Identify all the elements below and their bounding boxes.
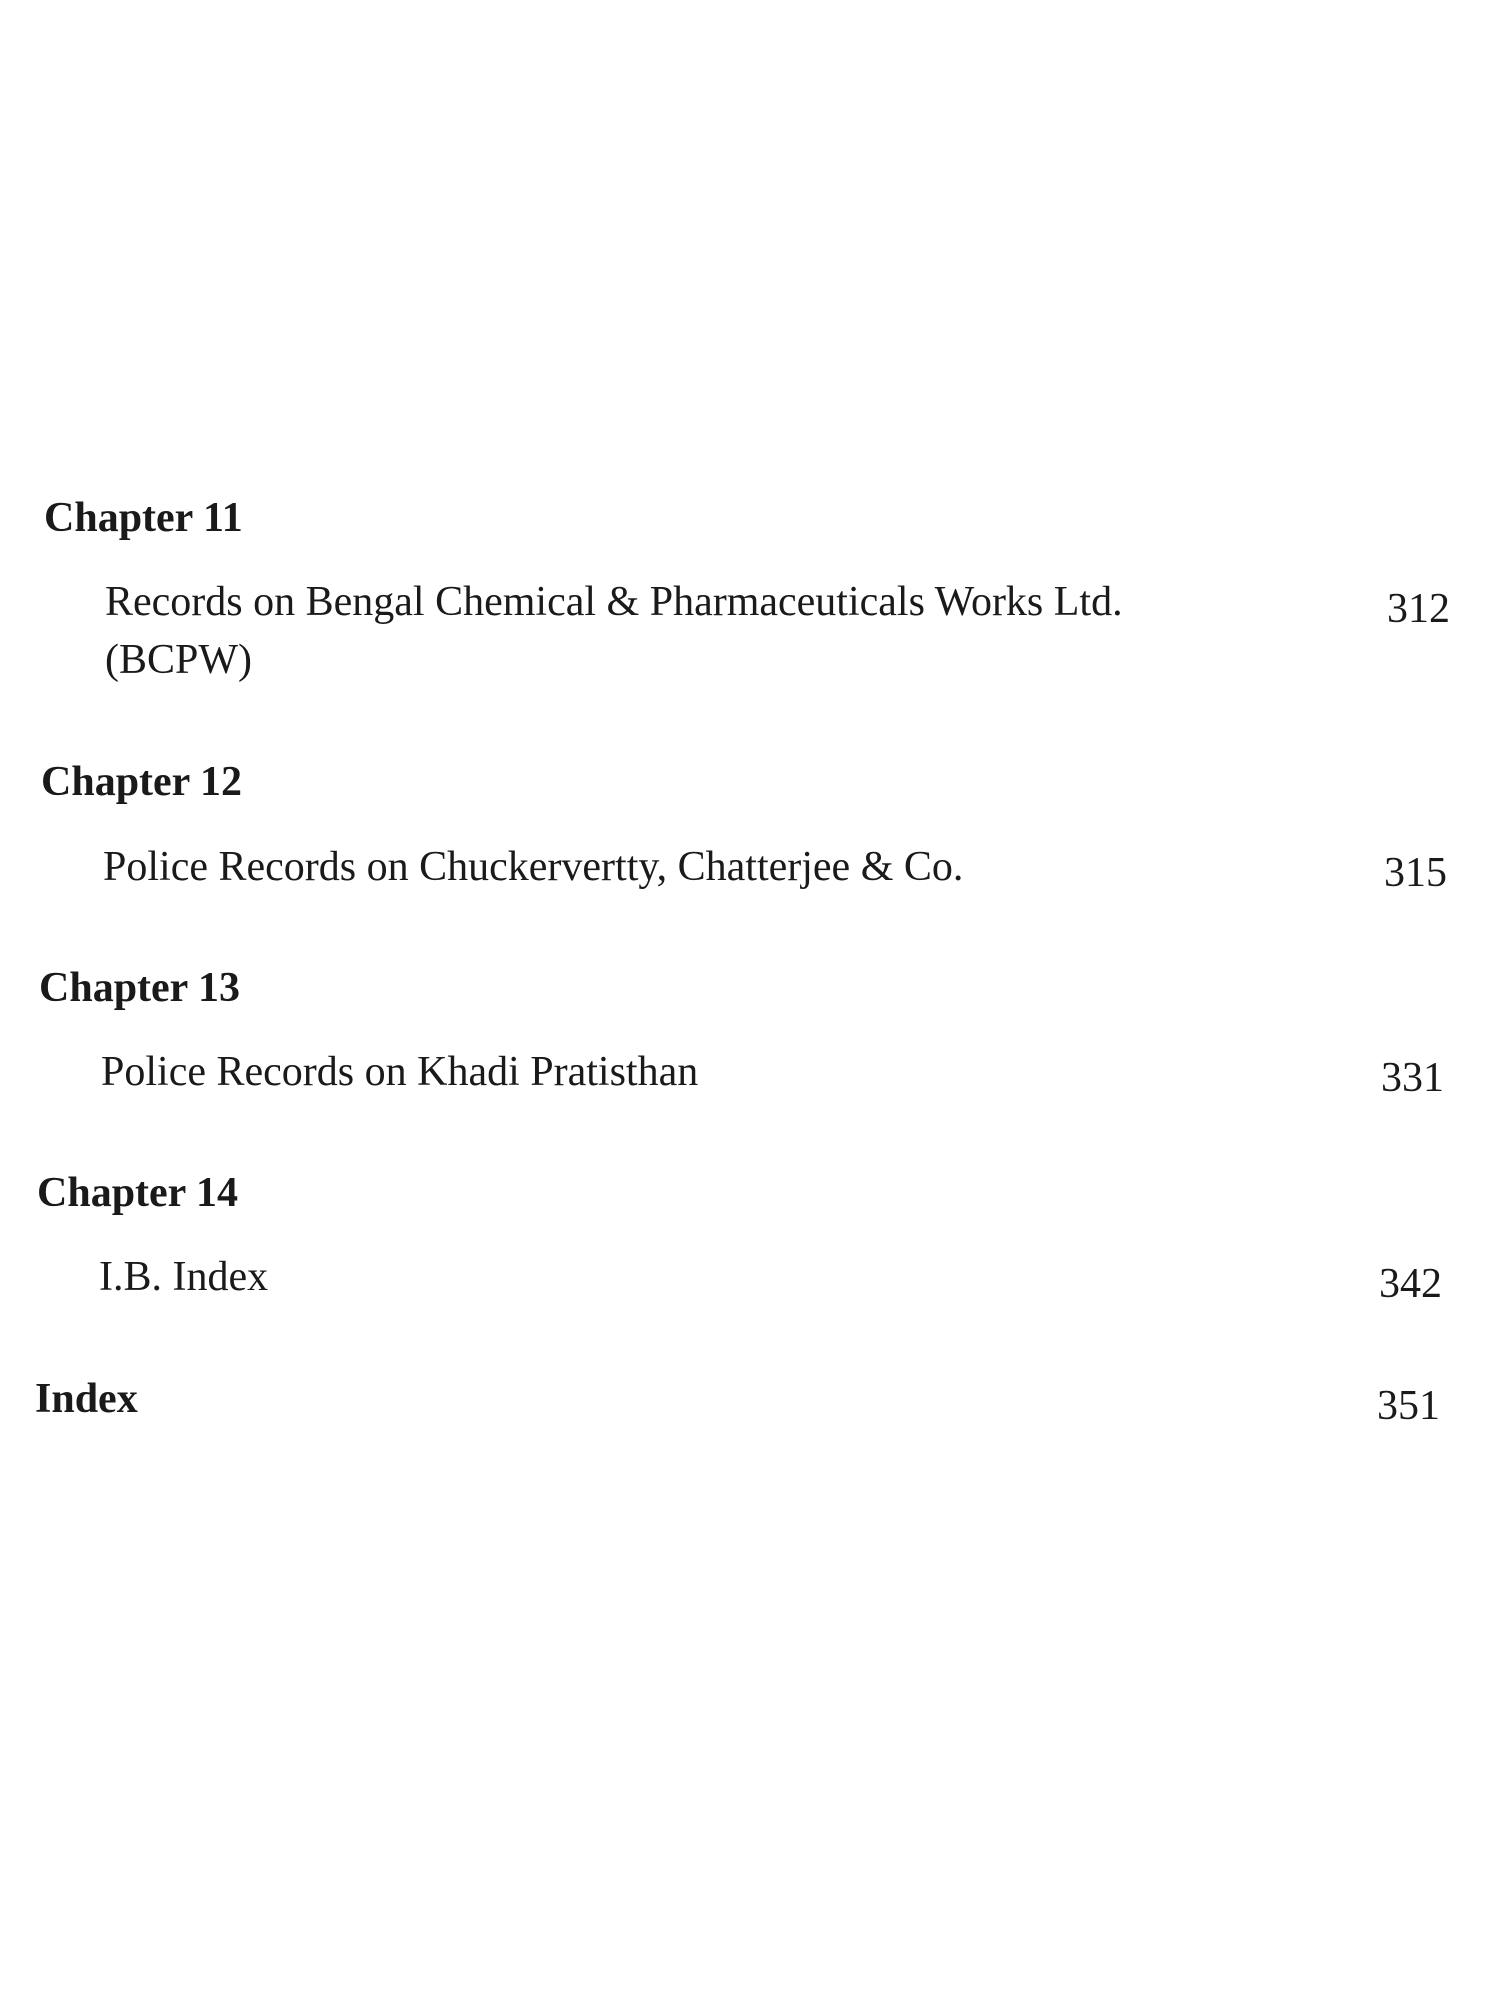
chapter-11-entry-title: Records on Bengal Chemical & Pharmaceuticals Works Ltd. (BCPW) xyxy=(105,579,1123,683)
chapter-14-page-number: 342 xyxy=(1379,1261,1442,1307)
chapter-11-heading: Chapter 11 xyxy=(44,495,243,541)
chapter-11-page-number: 312 xyxy=(1387,586,1450,632)
chapter-12-page-number: 315 xyxy=(1384,850,1447,896)
index-heading: Index xyxy=(35,1376,138,1422)
chapter-14-entry-title: I.B. Index xyxy=(99,1254,269,1300)
chapter-13-heading: Chapter 13 xyxy=(39,965,241,1011)
index-page-number: 351 xyxy=(1377,1383,1440,1429)
chapter-13-entry-title: Police Records on Khadi Pratisthan xyxy=(101,1049,699,1095)
chapter-12-heading: Chapter 12 xyxy=(41,759,243,805)
chapter-12-entry-title: Police Records on Chuckervertty, Chatterjee & Co. xyxy=(103,844,964,890)
chapter-13-page-number: 331 xyxy=(1381,1055,1444,1101)
chapter-14-heading: Chapter 14 xyxy=(37,1170,239,1216)
